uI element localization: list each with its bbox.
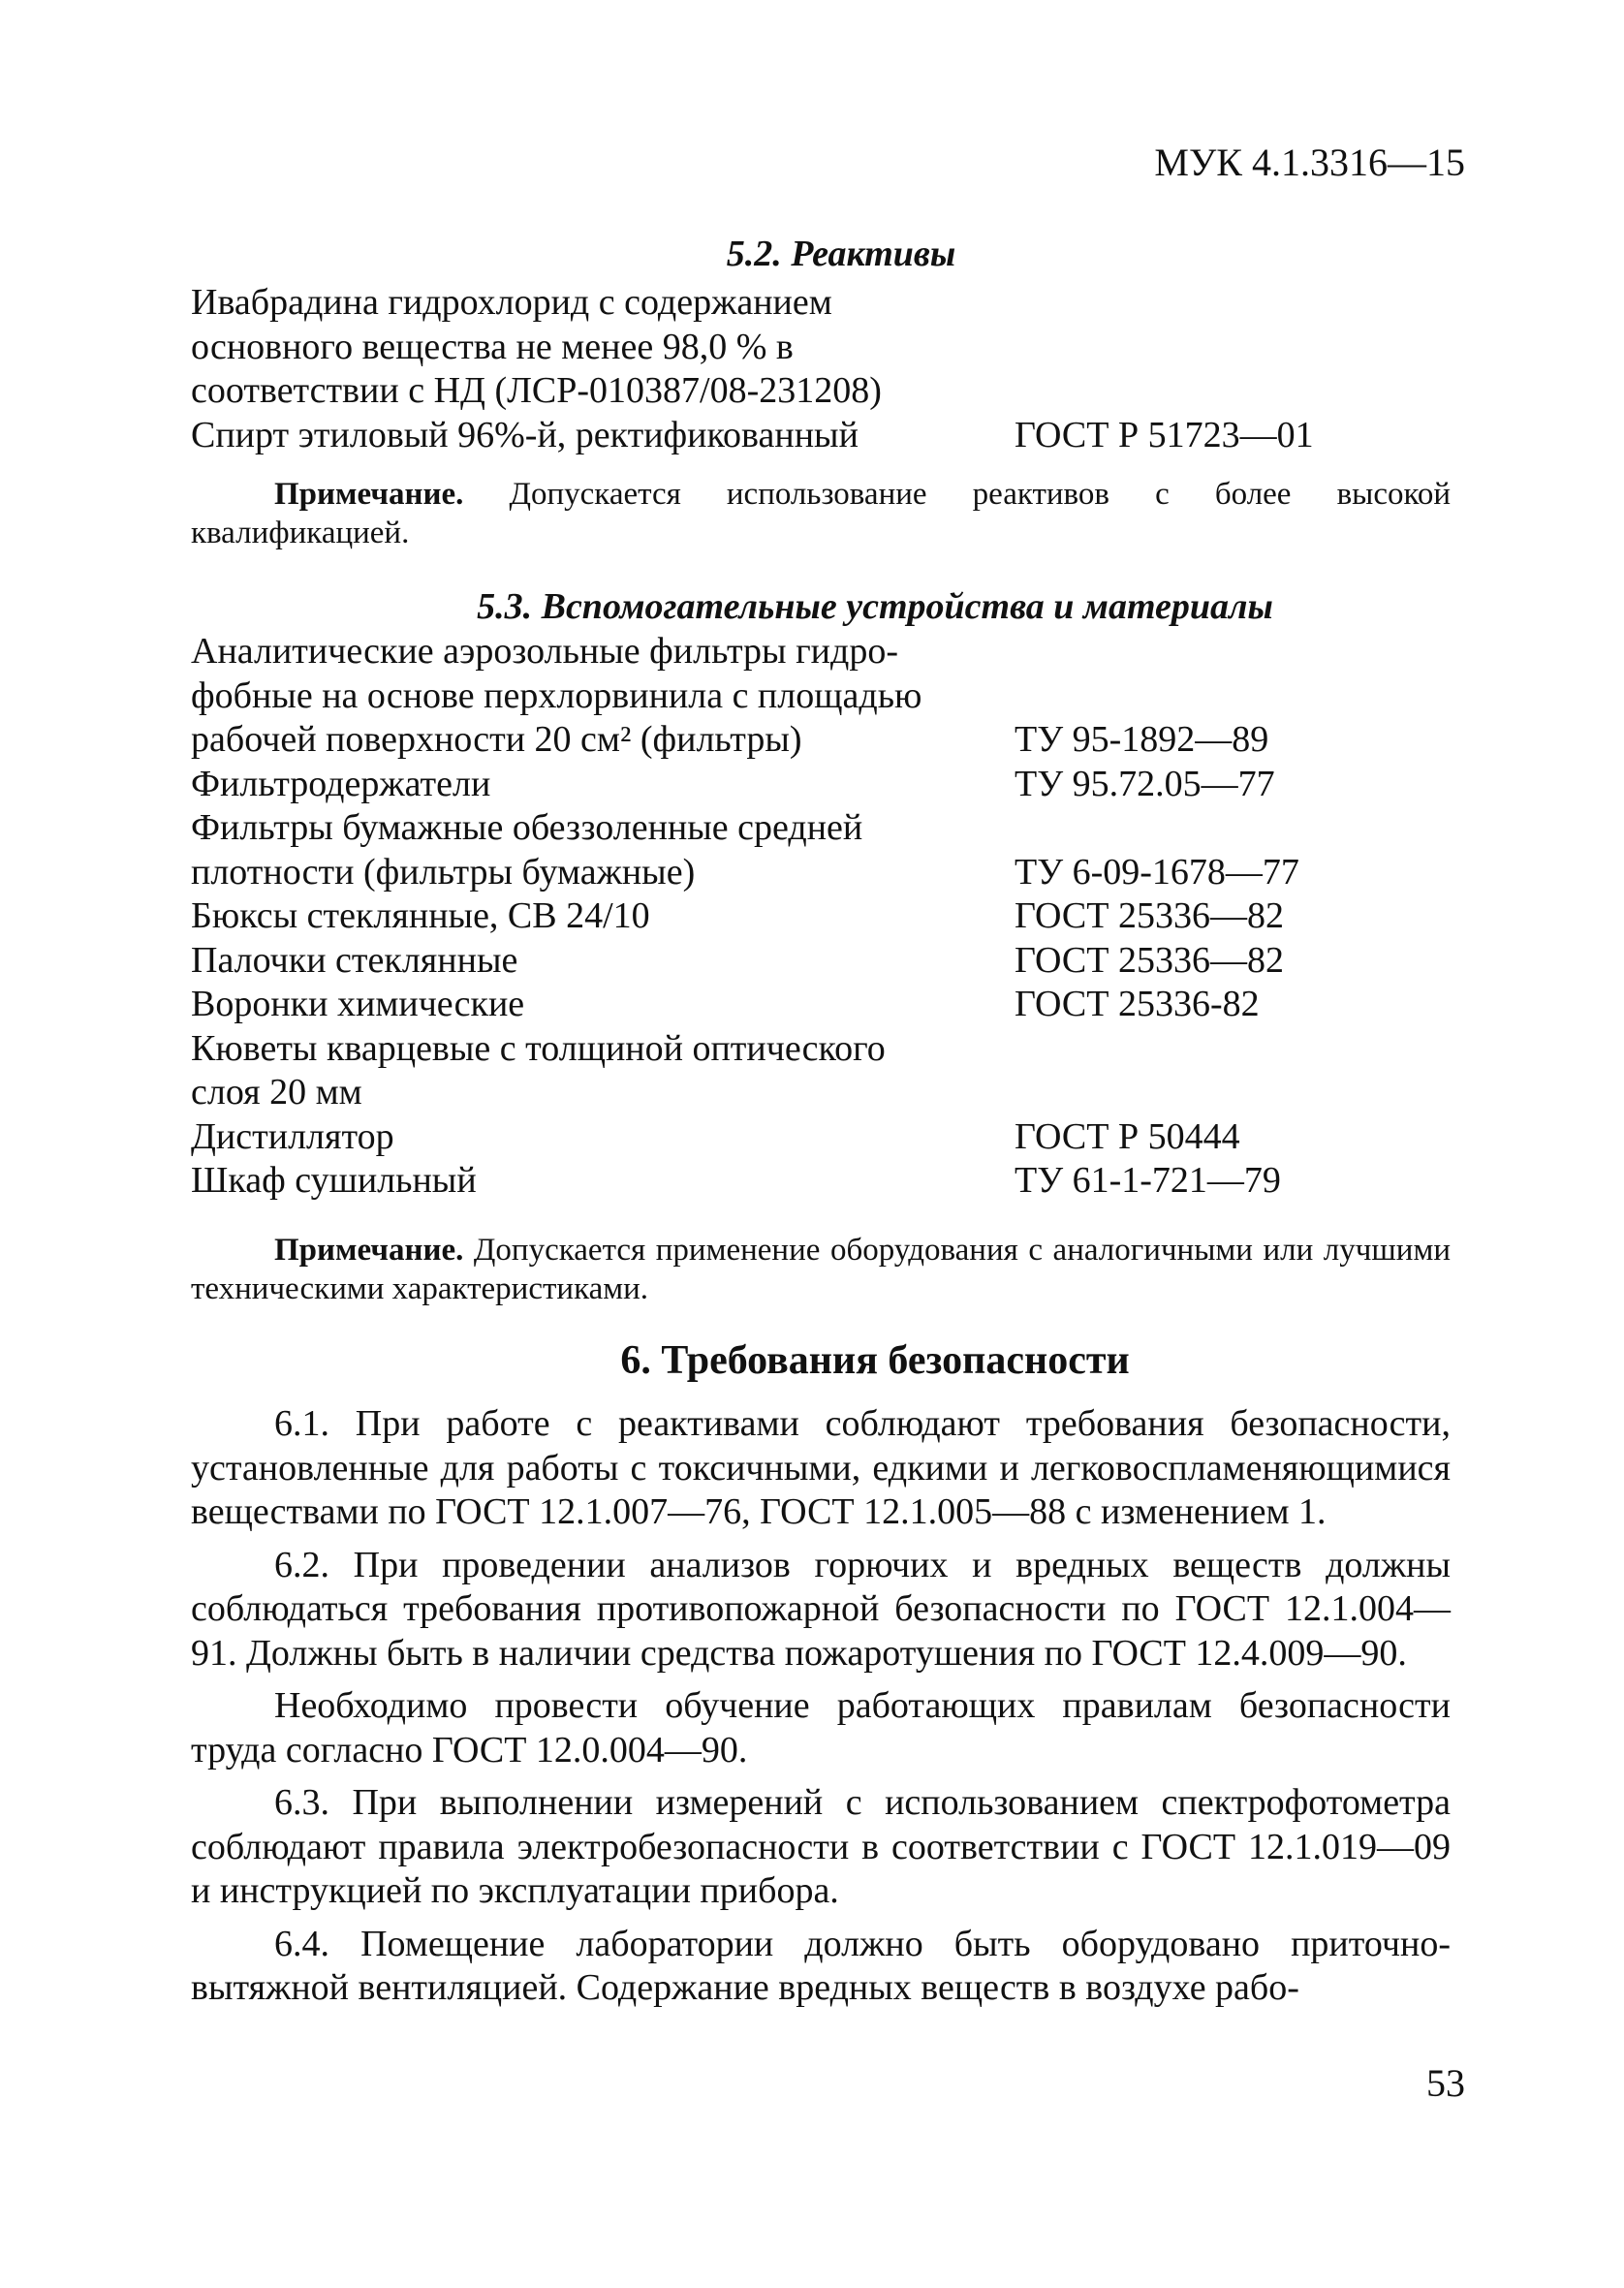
item-name: Ивабрадина гидрохлорид с содержанием [191, 282, 832, 323]
table-row [191, 894, 1451, 939]
paragraph: Необходимо провести обучение работающих правилам безопасности труда согласно ГОСТ 12.0.004—90. [191, 1685, 1451, 1771]
table-row [191, 369, 1451, 414]
table-row [191, 326, 1451, 370]
table-row [191, 1027, 1451, 1072]
devices-heading: 5.3. Вспомогательные устройства и материалы [477, 586, 1273, 627]
item-standard: ТУ 61-1-721—79 [1015, 1160, 1281, 1201]
item-name: Шкаф сушильный [191, 1160, 477, 1201]
reagents-table [191, 281, 1451, 457]
table-row [191, 1071, 1451, 1115]
item-name: плотности (фильтры бумажные) [191, 851, 696, 893]
table-row [191, 281, 1451, 326]
paragraph: 6.4. Помещение лаборатории должно быть оборудовано приточно-вытяжной вентиляцией. Содержание вредных веществ в воздухе рабо- [191, 1923, 1451, 2008]
note-text: Допускается использование реактивов с более высокой квалификацией. [191, 477, 1451, 550]
item-name: Аналитические аэрозольные фильтры гидро- [191, 631, 898, 672]
item-standard: ГОСТ Р 50444 [1015, 1115, 1240, 1157]
item-name: Воронки химические [191, 984, 525, 1024]
item-standard [1015, 1027, 1451, 1072]
note-label: Примечание. [274, 477, 464, 512]
table-row [191, 763, 1451, 807]
item-standard [1015, 630, 1451, 674]
table-row [191, 851, 1451, 895]
devices-note [191, 1231, 1451, 1308]
paragraph: 6.3. При выполнении измерений с использованием спектрофотометра соблюдают правила электробезопасности в соответствии с ГОСТ 12.1.019—09 и инструкцией по эксплуатации прибора. [191, 1782, 1451, 1911]
table-row [191, 1115, 1451, 1160]
paragraph: 6.1. При работе с реактивами соблюдают требования безопасности, установленные для работы с токсичными, едкими и легковоспламеняющимися веществами по ГОСТ 12.1.007—76, ГОСТ 12.1.005—88 с изменением 1. [191, 1403, 1451, 1532]
table-row [191, 630, 1451, 674]
item-name: Дистиллятор [191, 1115, 394, 1157]
devices-table [191, 630, 1451, 1204]
item-standard: ГОСТ Р 51723—01 [1015, 414, 1314, 455]
item-standard: ГОСТ 25336—82 [1015, 895, 1284, 936]
item-standard: ГОСТ 25336—82 [1015, 939, 1284, 981]
table-row [191, 1159, 1451, 1204]
table-row [191, 983, 1451, 1027]
item-name: рабочей поверхности 20 см² (фильтры) [191, 719, 802, 760]
item-standard [1015, 281, 1451, 326]
section-body [191, 1402, 1451, 2020]
item-name: фобные на основе перхлорвинила с площадью [191, 674, 922, 716]
item-name: Палочки стеклянные [191, 939, 518, 981]
item-standard [1015, 674, 1451, 719]
note-label: Примечание. [274, 1233, 464, 1268]
item-standard: ТУ 95.72.05—77 [1015, 763, 1275, 804]
item-name: соответствии с НД (ЛСР-010387/08-231208) [191, 370, 882, 411]
item-name: Фильтродержатели [191, 763, 491, 804]
table-row [191, 939, 1451, 984]
table-row [191, 414, 1451, 458]
table-row [191, 718, 1451, 763]
item-name: основного вещества не менее 98,0 % в [191, 326, 794, 367]
item-standard: ГОСТ 25336-82 [1015, 984, 1260, 1024]
note-text: Допускается применение оборудования с аналогичными или лучшими техническими характеристиками. [191, 1233, 1451, 1306]
item-standard: ТУ 6-09-1678—77 [1015, 851, 1299, 893]
item-standard [1015, 326, 1451, 370]
section-title: 6. Требования безопасности [620, 1338, 1130, 1383]
item-name: Спирт этиловый 96%-й, ректификованный [191, 414, 859, 455]
item-name: слоя 20 мм [191, 1072, 362, 1113]
document-code: МУК 4.1.3316—15 [1154, 141, 1465, 184]
reagents-heading: 5.2. Реактивы [726, 234, 956, 274]
item-standard [1015, 369, 1451, 414]
table-row [191, 674, 1451, 719]
item-standard [1015, 1071, 1451, 1115]
item-standard: ТУ 95-1892—89 [1015, 719, 1269, 760]
page-number: 53 [1426, 2061, 1465, 2105]
paragraph: 6.2. При проведении анализов горючих и вредных веществ должны соблюдаться требования противопожарной безопасности по ГОСТ 12.1.004—91. Должны быть в наличии средства пожаротушения по ГОСТ 12.4.009—90. [191, 1544, 1451, 1674]
item-name: Кюветы кварцевые с толщиной оптического [191, 1027, 886, 1069]
table-row [191, 806, 1451, 851]
item-standard [1015, 806, 1451, 851]
item-name: Бюксы стеклянные, СВ 24/10 [191, 895, 650, 936]
reagents-note [191, 475, 1451, 552]
item-name: Фильтры бумажные обеззоленные средней [191, 807, 863, 848]
